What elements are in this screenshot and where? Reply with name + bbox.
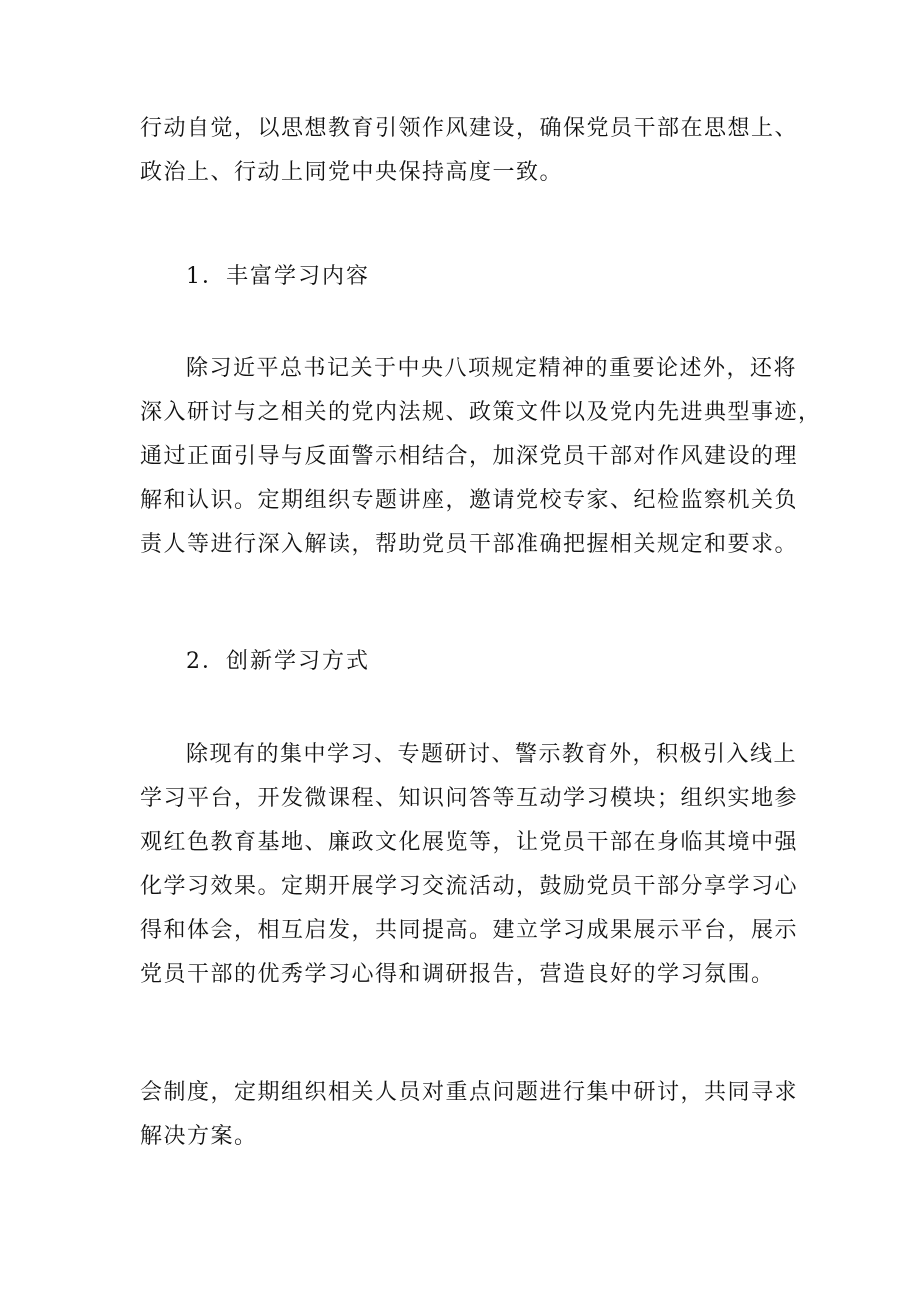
section-heading: 2．创新学习方式 xyxy=(186,649,370,674)
section1-heading xyxy=(140,255,790,299)
paragraph-line: 通过正面引导与反面警示相结合，加深党员干部对作风建设的理 xyxy=(140,444,799,469)
paragraph-line: 得和体会，相互启发，共同提高。建立学习成果展示平台，展示 xyxy=(140,918,799,943)
section-heading: 1．丰富学习内容 xyxy=(186,264,370,289)
paragraph-line: 解和认识。定期组织专题讲座，邀请党校专家、纪检监察机关负 xyxy=(140,488,799,513)
paragraph-line: 会制度，定期组织相关人员对重点问题进行集中研讨，共同寻求 xyxy=(140,1080,799,1105)
paragraph-line: 除习近平总书记关于中央八项规定精神的重要论述外，还将 xyxy=(186,356,798,381)
tail-paragraph xyxy=(140,1071,799,1159)
paragraph-line: 解决方案。 xyxy=(140,1124,258,1149)
intro-paragraph xyxy=(140,107,799,195)
paragraph-line: 行动自觉，以思想教育引领作风建设，确保党员干部在思想上、 xyxy=(140,116,799,141)
paragraph-line: 除现有的集中学习、专题研讨、警示教育外，积极引入线上 xyxy=(186,742,798,767)
section2-heading xyxy=(140,640,790,684)
paragraph-line: 学习平台，开发微课程、知识问答等互动学习模块；组织实地参 xyxy=(140,786,799,811)
section1-paragraph xyxy=(140,347,822,567)
paragraph-line: 政治上、行动上同党中央保持高度一致。 xyxy=(140,160,564,185)
paragraph-line: 深入研讨与之相关的党内法规、政策文件以及党内先进典型事迹， xyxy=(140,400,822,425)
paragraph-line: 党员干部的优秀学习心得和调研报告，营造良好的学习氛围。 xyxy=(140,962,775,987)
paragraph-line: 观红色教育基地、廉政文化展览等，让党员干部在身临其境中强 xyxy=(140,830,799,855)
section2-paragraph xyxy=(140,733,799,997)
paragraph-line: 化学习效果。定期开展学习交流活动，鼓励党员干部分享学习心 xyxy=(140,874,799,899)
paragraph-line: 责人等进行深入解读，帮助党员干部准确把握相关规定和要求。 xyxy=(140,532,799,557)
